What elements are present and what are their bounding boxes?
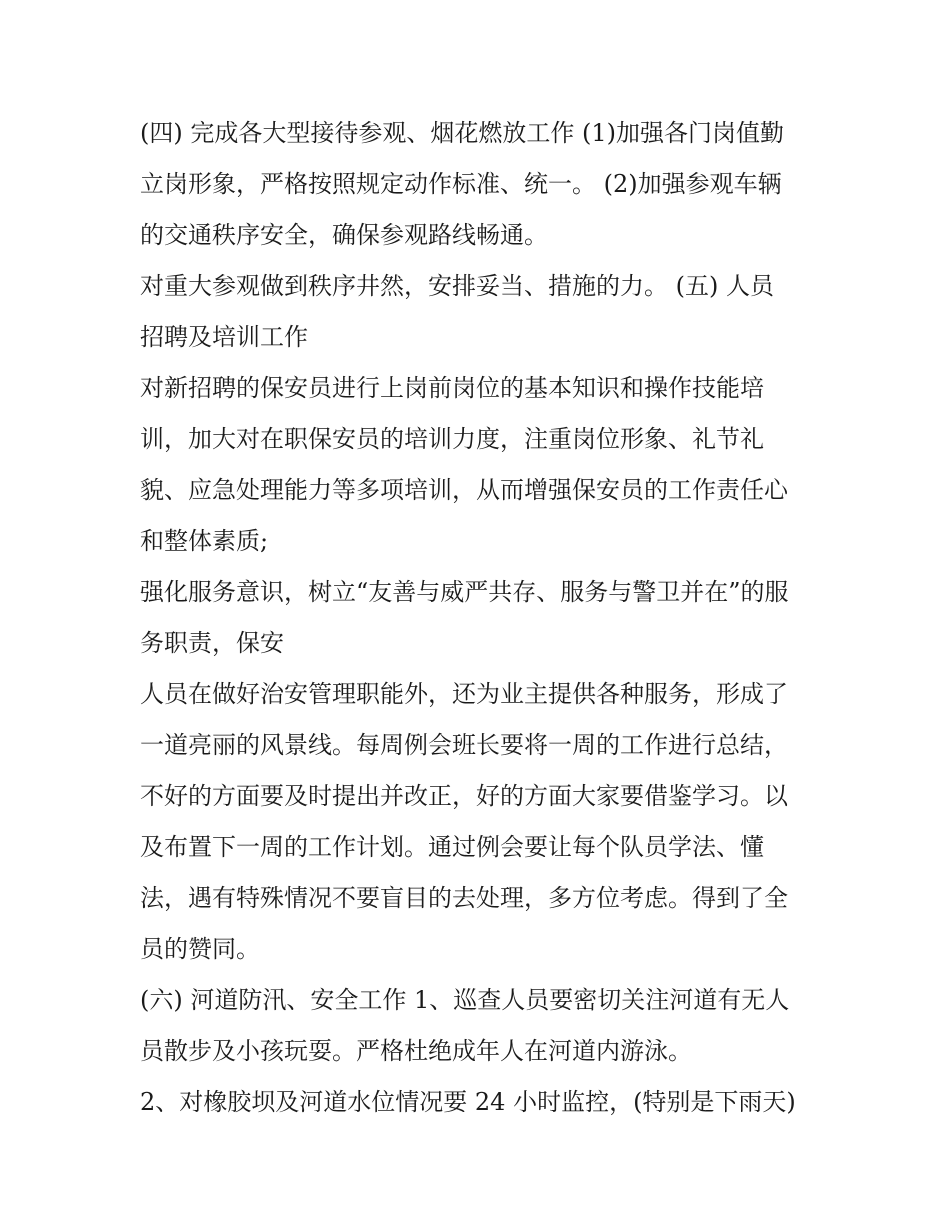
text-line: 强化服务意识，树立“友善与威严共存、服务与警卫并在”的服 <box>140 578 789 606</box>
text-line: (六) 河道防汛、安全工作 1、巡查人员要密切关注河道有无人 <box>140 986 790 1014</box>
text-line: 对重大参观做到秩序井然，安排妥当、措施的力。 (五) 人员 <box>140 272 774 300</box>
text-line: 对新招聘的保安员进行上岗前岗位的基本知识和操作技能培 <box>140 374 764 402</box>
text-line: 和整体素质; <box>140 527 269 555</box>
paragraph-section-five <box>140 261 820 363</box>
paragraph-weekly-meeting <box>140 669 820 975</box>
text-line: 人员在做好治安管理职能外，还为业主提供各种服务，形成了 <box>140 680 788 708</box>
text-line: 员散步及小孩玩耍。严格杜绝成年人在河道内游泳。 <box>140 1037 692 1065</box>
text-line: 貌、应急处理能力等多项培训，从而增强保安员的工作责任心 <box>140 476 788 504</box>
text-line: 2、对橡胶坝及河道水位情况要 24 小时监控，(特别是下雨天) <box>140 1088 796 1116</box>
text-line: 一道亮丽的风景线。每周例会班长要将一周的工作进行总结， <box>140 731 788 759</box>
text-line: 法，遇有特殊情况不要盲目的去处理，多方位考虑。得到了全 <box>140 884 788 912</box>
document-page <box>140 108 820 1128</box>
text-line: 的交通秩序安全，确保参观路线畅通。 <box>140 221 548 249</box>
paragraph-section-six <box>140 975 820 1077</box>
text-line: 立岗形象，严格按照规定动作标准、统一。 (2)加强参观车辆 <box>140 170 782 198</box>
text-line: 员的赞同。 <box>140 935 260 963</box>
paragraph-service-awareness <box>140 567 820 669</box>
paragraph-training <box>140 363 820 567</box>
text-line: 不好的方面要及时提出并改正，好的方面大家要借鉴学习。以 <box>140 782 788 810</box>
text-line: 招聘及培训工作 <box>140 323 308 351</box>
text-line: 训，加大对在职保安员的培训力度，注重岗位形象、礼节礼 <box>140 425 764 453</box>
paragraph-section-four <box>140 108 820 261</box>
paragraph-dam-monitoring <box>140 1077 820 1128</box>
text-line: 务职责，保安 <box>140 629 284 657</box>
text-line: (四) 完成各大型接待参观、烟花燃放工作 (1)加强各门岗值勤 <box>140 119 784 147</box>
text-line: 及布置下一周的工作计划。通过例会要让每个队员学法、懂 <box>140 833 764 861</box>
